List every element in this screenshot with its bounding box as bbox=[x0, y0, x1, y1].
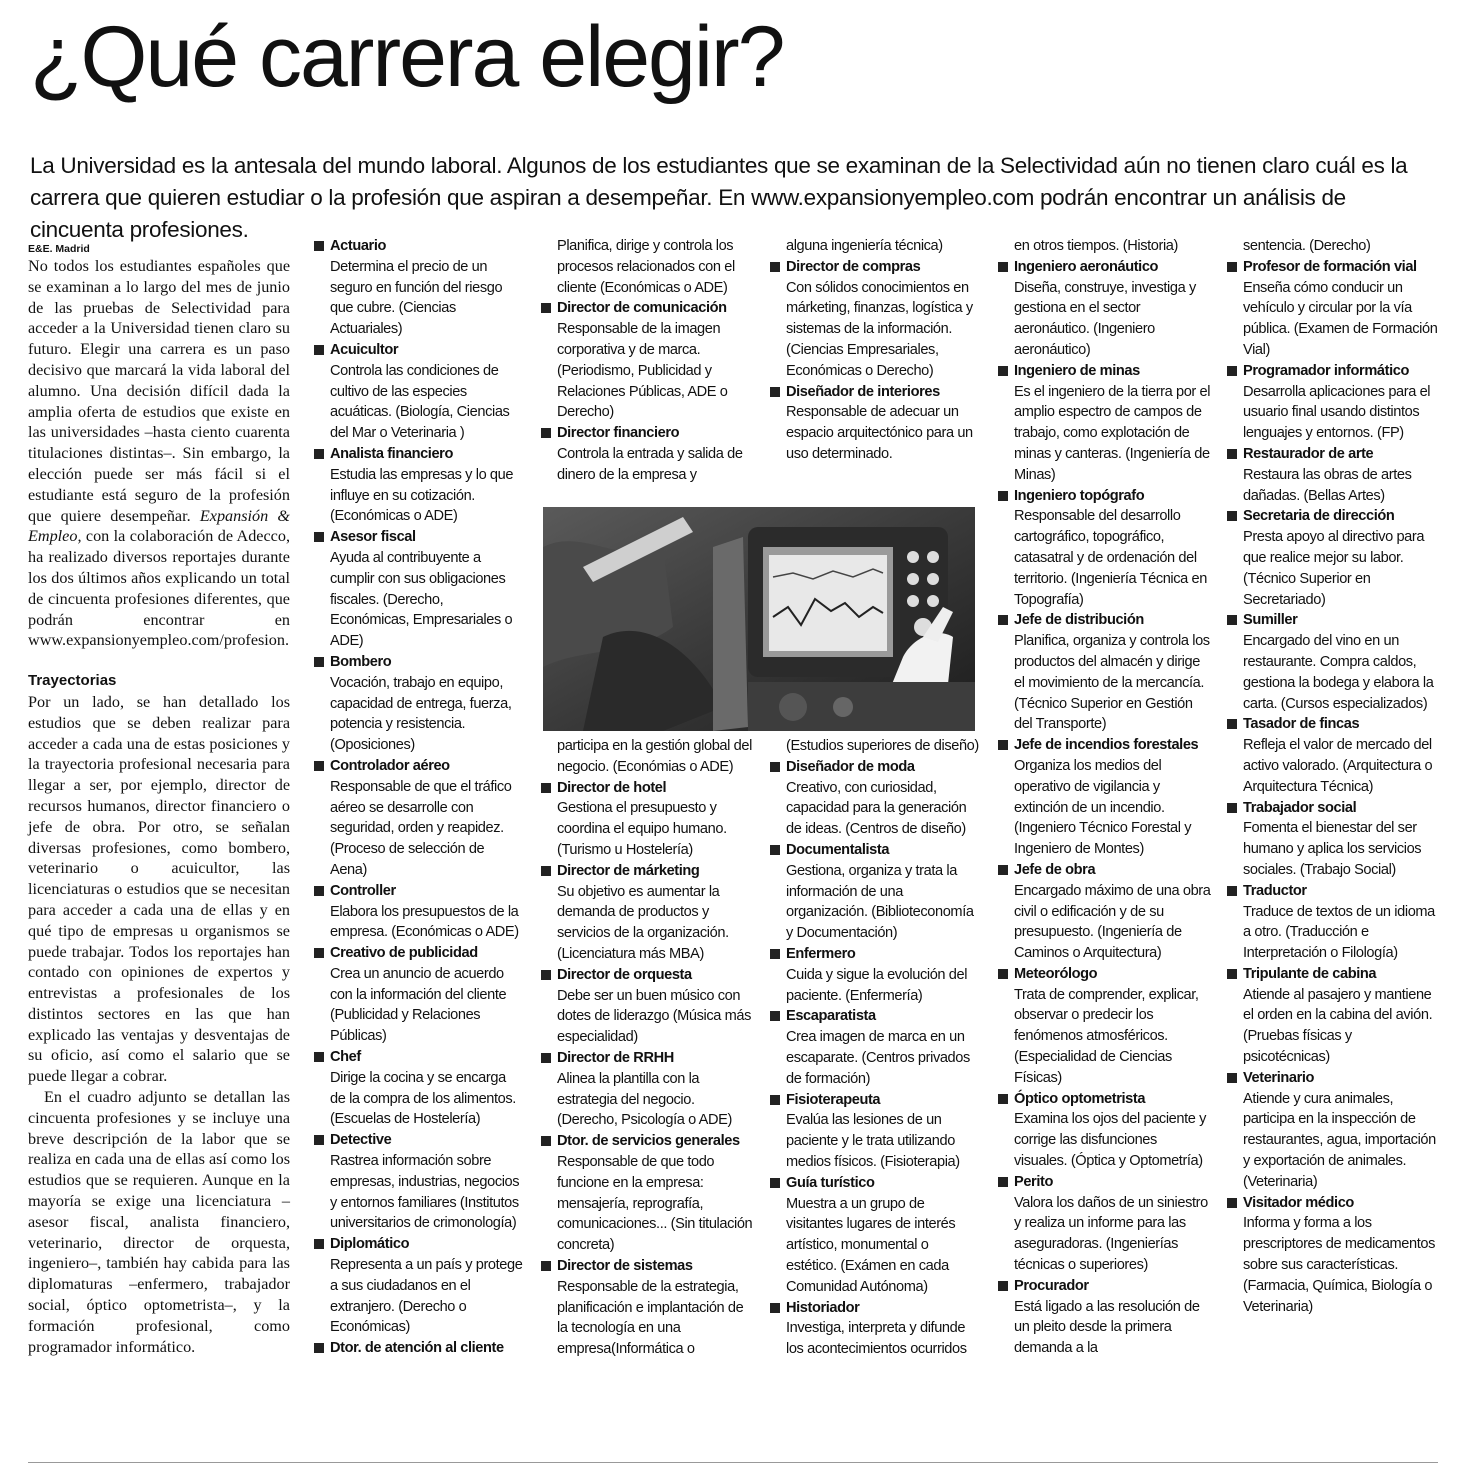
profession-description: Dirige la cocina y se encarga de la compra de los alimentos. (Escuelas de Hostelería) bbox=[330, 1069, 516, 1128]
profession-entry bbox=[314, 340, 524, 444]
profession-description: Muestra a un grupo de visitantes lugares de interés artístico, monumental o estético. (Exámen en cada Comunidad Autónoma) bbox=[786, 1195, 956, 1295]
profession-name: Diseñador de moda bbox=[770, 757, 980, 778]
page-bottom-rule bbox=[28, 1462, 1438, 1463]
profession-column-5 bbox=[1227, 236, 1439, 1317]
profession-name: Dtor. de servicios generales bbox=[541, 1131, 756, 1152]
profession-description: Investiga, interpreta y difunde los acontecimientos ocurridos bbox=[786, 1320, 967, 1358]
profession-description: Determina el precio de un seguro en función del riesgo que cubre. (Ciencias Actuariales) bbox=[330, 258, 503, 338]
profession-entry bbox=[770, 1006, 980, 1089]
profession-description: Gestiona el presupuesto y coordina el equipo humano. (Turismo u Hostelería) bbox=[557, 800, 727, 858]
profession-description: Responsable de la estrategia, planificación e implantación de la tecnología en una empresa(Informática o bbox=[557, 1278, 744, 1358]
profession-description: Responsable del desarrollo cartográfico, topográfico, catasatral y de ordenación del territorio. (Ingeniería Técnica en Topografía) bbox=[1014, 508, 1207, 608]
profession-entry bbox=[1227, 361, 1439, 444]
profession-description: Vocación, trabajo en equipo, capacidad de entrega, fuerza, potencia y resistencia. (Oposiciones) bbox=[330, 674, 512, 754]
profession-name: Tasador de fincas bbox=[1227, 714, 1439, 735]
profession-entry bbox=[998, 1089, 1213, 1172]
profession-entry bbox=[998, 610, 1213, 735]
profession-name: Diseñador de interiores bbox=[770, 382, 980, 403]
profession-entry bbox=[314, 444, 524, 527]
profession-description: Trata de comprender, explicar, observar o predecir los fenómenos atmosféricos. (Especialidad de Ciencias Físicas) bbox=[1014, 986, 1199, 1086]
profession-description: Examina los ojos del paciente y corrige las disfunciones visuales. (Óptica y Optometría) bbox=[1014, 1111, 1207, 1170]
monitor-photo-illustration bbox=[543, 507, 975, 731]
profession-entry bbox=[541, 965, 756, 1048]
profession-name: Jefe de obra bbox=[998, 860, 1213, 881]
profession-entry bbox=[770, 840, 980, 944]
profession-entry bbox=[1227, 1068, 1439, 1193]
profession-description: Rastrea información sobre empresas, industrias, negocios y entornos familiares (Institutos universitarios de crimonología) bbox=[330, 1153, 520, 1232]
profession-description: Planifica, dirige y controla los procesos relacionados con el cliente (Económicas o ADE) bbox=[557, 238, 735, 296]
profession-name: Programador informático bbox=[1227, 361, 1439, 382]
profession-name: Visitador médico bbox=[1227, 1193, 1439, 1214]
profession-entry bbox=[314, 236, 524, 340]
profession-description: participa en la gestión global del negocio. (Económias o ADE) bbox=[557, 738, 752, 775]
profession-name: Fisioterapeuta bbox=[770, 1090, 980, 1111]
profession-entry bbox=[998, 361, 1213, 486]
profession-entry bbox=[314, 1234, 524, 1338]
profession-name: Analista financiero bbox=[314, 444, 524, 465]
profession-name: Actuario bbox=[314, 236, 524, 257]
profession-description: Atiende y cura animales, participa en la inspección de restaurantes, agua, importación y exportación de animales. (Veterinaria) bbox=[1243, 1090, 1436, 1190]
profession-description: Alinea la plantilla con la estrategia del negocio. (Derecho, Psicología o ADE) bbox=[557, 1070, 732, 1129]
profession-entry bbox=[998, 486, 1213, 611]
profession-entry bbox=[998, 964, 1213, 1089]
profession-column-3 bbox=[770, 236, 980, 465]
profession-entry bbox=[541, 1131, 756, 1256]
profession-description: Crea un anuncio de acuerdo con la información del cliente (Publicidad y Relaciones Públicas) bbox=[330, 965, 507, 1045]
profession-name: Asesor fiscal bbox=[314, 527, 524, 548]
profession-entry bbox=[770, 382, 980, 465]
profession-name: Perito bbox=[998, 1172, 1213, 1193]
profession-name: Jefe de distribución bbox=[998, 610, 1213, 631]
profession-entry bbox=[770, 736, 980, 757]
profession-name: Director de orquesta bbox=[541, 965, 756, 986]
profession-description: Elabora los presupuestos de la empresa. (Económicas o ADE) bbox=[330, 903, 519, 941]
article-paragraph: En el cuadro adjunto se detallan las cincuenta profesiones y se incluye una breve descripción de la labor que se realiza en cada una de ellas así como los estudios que se requieren. Aunque en la mayoría se exige una licenciatura –asesor fiscal, analista financiero, veterinario, director de orquesta, ingeniero–, también hay cabida para las diplomaturas –enfermero, trabajador social, óptico optometrista–, y la formación profesional, como programador informático. bbox=[28, 1088, 290, 1356]
profession-description: Encargado máximo de una obra civil o edificación y de su presupuesto. (Ingeniería de Caminos o Arquitectura) bbox=[1014, 882, 1211, 962]
profession-name: Creativo de publicidad bbox=[314, 943, 524, 964]
profession-name: Enfermero bbox=[770, 944, 980, 965]
profession-entry bbox=[314, 1047, 524, 1130]
profession-description: Controla la entrada y salida de dinero de la empresa y bbox=[557, 445, 743, 483]
photo-monitor bbox=[543, 507, 975, 731]
profession-description: Refleja el valor de mercado del activo valorado. (Arquitectura o Arquitectura Técnica) bbox=[1243, 737, 1433, 795]
profession-entry bbox=[1227, 714, 1439, 797]
profession-name: Director de sistemas bbox=[541, 1256, 756, 1277]
profession-description: Ayuda al contribuyente a cumplir con sus obligaciones fiscales. (Derecho, Económicas, Empresariales o ADE) bbox=[330, 549, 513, 650]
profession-name: Controller bbox=[314, 881, 524, 902]
profession-description: Responsable de que el tráfico aéreo se desarrolle con seguridad, orden y reapidez. (Proceso de selección de Aena) bbox=[330, 778, 512, 878]
profession-name: Director financiero bbox=[541, 423, 756, 444]
profession-description: Presta apoyo al directivo para que realice mejor su labor. (Técnico Superior en Secretariado) bbox=[1243, 529, 1425, 608]
profession-entry bbox=[998, 1276, 1213, 1359]
profession-description: Es el ingeniero de la tierra por el amplio espectro de campos de trabajo, como explotación de minas y canteras. (Ingeniería de Minas) bbox=[1014, 383, 1211, 483]
profession-name: Acuicultor bbox=[314, 340, 524, 361]
profession-entry bbox=[314, 1338, 524, 1359]
profession-name: Historiador bbox=[770, 1298, 980, 1319]
profession-description: Valora los daños de un siniestro y realiza un informe para las aseguradoras. (Ingenierías técnicas o superiores) bbox=[1014, 1194, 1208, 1274]
profession-entry bbox=[1227, 610, 1439, 714]
profession-description: Estudia las empresas y lo que influye en su cotización. (Económicas o ADE) bbox=[330, 466, 514, 525]
profession-entry bbox=[1227, 1193, 1439, 1318]
profession-name: Meteorólogo bbox=[998, 964, 1213, 985]
profession-description: Fomenta el bienestar del ser humano y aplica los servicios sociales. (Trabajo Social) bbox=[1243, 820, 1422, 878]
profession-description: Restaura las obras de artes dañadas. (Bellas Artes) bbox=[1243, 466, 1412, 504]
profession-entry bbox=[541, 298, 756, 423]
profession-description: Debe ser un buen músico con dotes de liderazgo (Música más especialidad) bbox=[557, 987, 752, 1046]
profession-description: sentencia. (Derecho) bbox=[1243, 238, 1371, 254]
profession-name: Dtor. de atención al cliente bbox=[314, 1338, 524, 1359]
article-paragraph: Por un lado, se han detallado los estudios que se deben realizar para acceder a cada una de estas posiciones y la trayectoria profesional necesaria para llegar a ser, por ejemplo, director de recursos humanos, director financiero o jefe de obra. Por otro, se señalan diversas profesiones, como bombero, veterinario o acuicultor, las licenciaturas o estudios que se necesitan para acceder a cada una de ellas y en qué tipo de empresas u organismos se puede trabajar. Todos los reportajes han contado con opiniones de expertos y entrevistas a profesionales de los distintos sectores en las que han explicado las ventajas y desventajas de su oficio, así como el salario que se puede llegar a cobrar. bbox=[28, 692, 290, 1086]
profession-entry bbox=[314, 943, 524, 1047]
profession-entry bbox=[770, 1173, 980, 1298]
profession-entry bbox=[1227, 798, 1439, 881]
profession-entry bbox=[998, 236, 1213, 257]
profession-entry bbox=[314, 1130, 524, 1234]
profession-entry bbox=[1227, 236, 1439, 257]
profession-description: alguna ingeniería técnica) bbox=[786, 238, 943, 254]
profession-description: Está ligado a las resolución de un pleito desde la primera demanda a la bbox=[1014, 1298, 1200, 1357]
profession-name: Ingeniero topógrafo bbox=[998, 486, 1213, 507]
profession-entry bbox=[1227, 881, 1439, 964]
profession-name: Tripulante de cabina bbox=[1227, 964, 1439, 985]
profession-name: Veterinario bbox=[1227, 1068, 1439, 1089]
profession-description: Informa y forma a los prescriptores de medicamentos sobre sus características. (Farmacia, Química, Biología o Veterinaria) bbox=[1243, 1215, 1435, 1315]
profession-entry bbox=[770, 257, 980, 382]
profession-entry bbox=[314, 881, 524, 943]
profession-name: Chef bbox=[314, 1047, 524, 1068]
profession-entry bbox=[1227, 444, 1439, 506]
profession-description: Responsable de que todo funcione en la empresa: mensajería, reprografía, comunicaciones... (Sin titulación concreta) bbox=[557, 1153, 753, 1254]
profession-name: Director de márketing bbox=[541, 861, 756, 882]
profession-entry bbox=[998, 1172, 1213, 1276]
profession-description: Traduce de textos de un idioma a otro. (Traducción e Interpretación o Filología) bbox=[1243, 903, 1435, 962]
profession-name: Ingeniero aeronáutico bbox=[998, 257, 1213, 278]
profession-name: Bombero bbox=[314, 652, 524, 673]
subtitle: La Universidad es la antesala del mundo laboral. Algunos de los estudiantes que se examinan de la Selectividad aún no tienen claro cuál es la carrera que quieren estudiar o la profesión que aspiran a desempeñar. En www.expansionyempleo.com podrán encontrar un análisis de cincuenta profesiones. bbox=[30, 153, 1408, 242]
article-body bbox=[28, 242, 290, 1357]
profession-description: Atiende al pasajero y mantiene el orden en la cabina del avión. (Pruebas físicas y psicotécnicas) bbox=[1243, 986, 1433, 1066]
profession-description: Planifica, organiza y controla los productos del almacén y dirige el movimiento de la mercancía. (Técnico Superior en Gestión del Transporte) bbox=[1014, 633, 1210, 733]
profession-description: Encargado del vino en un restaurante. Compra caldos, gestiona la bodega y elabora la carta. (Cursos especializados) bbox=[1243, 633, 1434, 712]
profession-entry bbox=[314, 527, 524, 652]
profession-entry bbox=[770, 236, 980, 257]
profession-name: Director de comunicación bbox=[541, 298, 756, 319]
profession-entry bbox=[998, 257, 1213, 361]
profession-description: Evalúa las lesiones de un paciente y le trata utilizando medios físicos. (Fisioterapia) bbox=[786, 1112, 960, 1170]
profession-name: Trabajador social bbox=[1227, 798, 1439, 819]
profession-name: Traductor bbox=[1227, 881, 1439, 902]
profession-name: Diplomático bbox=[314, 1234, 524, 1255]
profession-name: Secretaria de dirección bbox=[1227, 506, 1439, 527]
profession-description: (Estudios superiores de diseño) bbox=[786, 738, 979, 754]
page-title: ¿Qué carrera elegir? bbox=[30, 9, 784, 105]
profession-name: Director de RRHH bbox=[541, 1048, 756, 1069]
profession-name: Sumiller bbox=[1227, 610, 1439, 631]
profession-description: Responsable de la imagen corporativa y de marca. (Periodismo, Publicidad y Relaciones Públicas, ADE o Derecho) bbox=[557, 321, 728, 421]
profession-name: Detective bbox=[314, 1130, 524, 1151]
profession-description: Organiza los medios del operativo de vigilancia y extinción de un incendio. (Ingeniero Técnico Forestal y Ingeniero de Montes) bbox=[1014, 757, 1192, 858]
profession-description: Con sólidos conocimientos en márketing, finanzas, logística y sistemas de la información. (Ciencias Empresariales, Económicas o Derecho) bbox=[786, 279, 973, 379]
profession-name: Controlador aéreo bbox=[314, 756, 524, 777]
profession-column-4 bbox=[998, 236, 1213, 1359]
profession-description: Controla las condiciones de cultivo de las especies acuáticas. (Biología, Ciencias del Mar o Veterinaria ) bbox=[330, 362, 510, 442]
profession-column-3b bbox=[770, 736, 980, 1360]
profession-name: Procurador bbox=[998, 1276, 1213, 1297]
profession-name: Profesor de formación vial bbox=[1227, 257, 1439, 278]
byline: E&E. Madrid bbox=[28, 243, 90, 255]
profession-name: Jefe de incendios forestales bbox=[998, 735, 1213, 756]
profession-entry bbox=[998, 860, 1213, 964]
profession-description: Enseña cómo conducir un vehículo y circular por la vía pública. (Examen de Formación Vial) bbox=[1243, 279, 1438, 358]
profession-column-1 bbox=[314, 236, 524, 1359]
profession-entry bbox=[541, 861, 756, 965]
profession-description: Crea imagen de marca en un escaparate. (Centros privados de formación) bbox=[786, 1029, 970, 1087]
profession-column-2b bbox=[541, 736, 756, 1360]
profession-entry bbox=[541, 736, 756, 778]
profession-name: Restaurador de arte bbox=[1227, 444, 1439, 465]
profession-column-2 bbox=[541, 236, 756, 486]
profession-name: Director de compras bbox=[770, 257, 980, 278]
profession-entry bbox=[998, 735, 1213, 860]
profession-entry bbox=[541, 236, 756, 298]
profession-entry bbox=[541, 1256, 756, 1360]
profession-entry bbox=[541, 423, 756, 485]
profession-description: Diseña, construye, investiga y gestiona en el sector aeronáutico. (Ingeniero aeronáutico) bbox=[1014, 279, 1196, 358]
profession-name: Guía turístico bbox=[770, 1173, 980, 1194]
profession-entry bbox=[314, 652, 524, 756]
profession-description: Representa a un país y protege a sus ciudadanos en el extranjero. (Derecho o Económicas) bbox=[330, 1257, 523, 1336]
profession-name: Óptico optometrista bbox=[998, 1089, 1213, 1110]
profession-entry bbox=[770, 944, 980, 1006]
article-subheading: Trayectorias bbox=[28, 672, 117, 690]
profession-description: Cuida y sigue la evolución del paciente. (Enfermería) bbox=[786, 966, 968, 1004]
profession-entry bbox=[1227, 506, 1439, 610]
profession-name: Ingeniero de minas bbox=[998, 361, 1213, 382]
profession-entry bbox=[1227, 257, 1439, 361]
profession-name: Director de hotel bbox=[541, 778, 756, 799]
profession-entry bbox=[314, 756, 524, 881]
profession-entry bbox=[770, 1090, 980, 1173]
profession-description: Responsable de adecuar un espacio arquitectónico para un uso determinado. bbox=[786, 404, 973, 462]
profession-description: Gestiona, organiza y trata la información de una organización. (Biblioteconomía y Documentación) bbox=[786, 862, 974, 942]
profession-name: Documentalista bbox=[770, 840, 980, 861]
profession-description: en otros tiempos. (Historia) bbox=[1014, 238, 1178, 254]
profession-description: Desarrolla aplicaciones para el usuario final usando distintos lenguajes y entornos. (FP) bbox=[1243, 383, 1431, 442]
profession-name: Escaparatista bbox=[770, 1006, 980, 1027]
profession-description: Creativo, con curiosidad, capacidad para la generación de ideas. (Centros de diseño) bbox=[786, 779, 967, 838]
profession-entry bbox=[770, 757, 980, 840]
profession-entry bbox=[541, 778, 756, 861]
profession-entry bbox=[770, 1298, 980, 1360]
profession-entry bbox=[541, 1048, 756, 1131]
profession-description: Su objetivo es aumentar la demanda de productos y servicios de la organización. (Licenciatura más MBA) bbox=[557, 883, 729, 962]
article-paragraph: No todos los estudiantes españoles que se examinan a lo largo del mes de junio de las pruebas de Selectividad para acceder a la Universidad tienen claro su futuro. Elegir una carrera es un paso decisivo que marcará la vida laboral del alumno. Una decisión difícil dada la amplia oferta de estudios que existe en las universidades –hasta ciento cuarenta titulaciones distintas–. Sin embargo, la elección puede ser más fácil si el estudiante está seguro de la profesión que quiere desempeñar. Expansión & Empleo, con la colaboración de Adecco, ha realizado diversos reportajes durante los dos últimos años explicando un total de cincuenta profesiones diferentes, que podrán encontrar en www.expansionyempleo.com/profesion. bbox=[28, 257, 291, 650]
profession-entry bbox=[1227, 964, 1439, 1068]
